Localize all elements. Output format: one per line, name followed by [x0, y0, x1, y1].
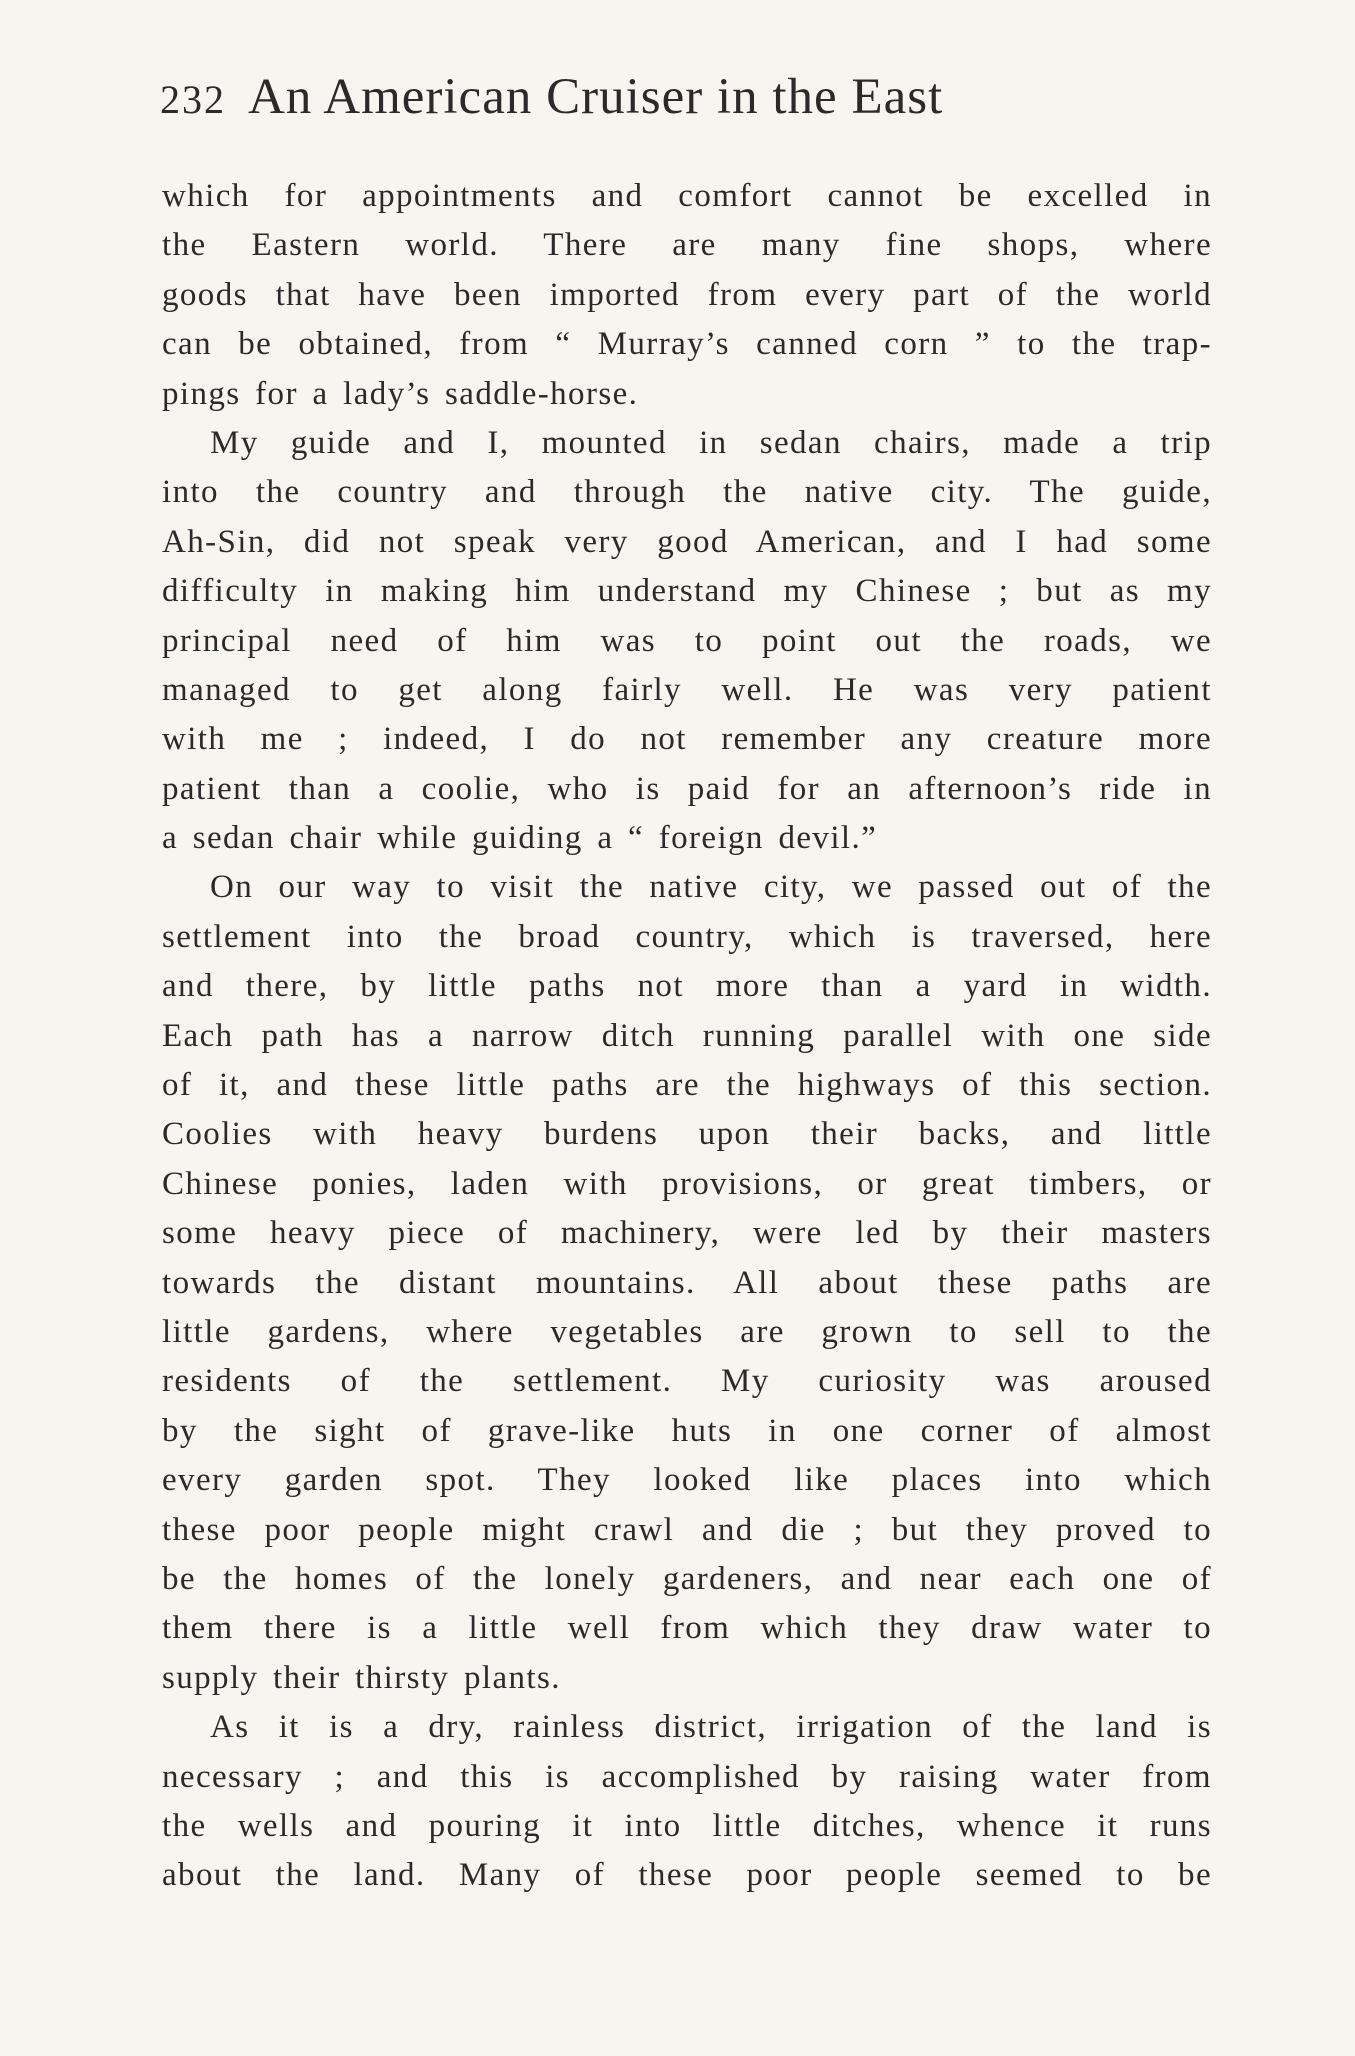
text-line: goods that have been imported from every part of the world: [162, 276, 1212, 313]
paragraph-first-line: On our way to visit the native city, we passed out of the: [210, 869, 1212, 906]
text-line: little gardens, where vegetables are grown to sell to the: [162, 1313, 1212, 1350]
text-line: the wells and pouring it into little ditches, whence it runs: [162, 1807, 1212, 1844]
text-line: which for appointments and comfort cannot be excelled in: [162, 178, 1212, 214]
text-line: every garden spot. They looked like places into which: [162, 1462, 1212, 1499]
text-line: be the homes of the lonely gardeners, and near each one of: [162, 1560, 1212, 1597]
text-line: principal need of him was to point out the roads, we: [162, 622, 1212, 659]
text-line: by the sight of grave-like huts in one corner of almost: [162, 1412, 1212, 1449]
page-number: 232: [160, 77, 226, 122]
text-line: about the land. Many of these poor people seemed to be: [162, 1857, 1212, 1894]
text-line: settlement into the broad country, which is traversed, here: [162, 918, 1212, 955]
text-line: Each path has a narrow ditch running parallel with one side: [162, 1017, 1212, 1054]
text-line: the Eastern world. There are many fine shops, where: [162, 227, 1212, 264]
text-line: managed to get along fairly well. He was very patient: [162, 671, 1212, 708]
text-line: can be obtained, from “ Murray’s canned corn ” to the trap-: [162, 326, 1212, 363]
text-line: difficulty in making him understand my Chinese ; but as my: [162, 573, 1212, 610]
body-text: [162, 172, 1212, 1901]
text-line: them there is a little well from which they draw water to: [162, 1610, 1212, 1647]
paragraph-first-line: As it is a dry, rainless district, irrigation of the land is: [210, 1709, 1212, 1746]
text-line: Coolies with heavy burdens upon their backs, and little: [162, 1116, 1212, 1153]
text-line: residents of the settlement. My curiosity was aroused: [162, 1363, 1212, 1400]
text-line: and there, by little paths not more than a yard in width.: [162, 968, 1212, 1005]
text-line: necessary ; and this is accomplished by raising water from: [162, 1758, 1212, 1795]
text-line: supply their thirsty plants.: [162, 1659, 561, 1696]
text-line: of it, and these little paths are the highways of this section.: [162, 1067, 1212, 1104]
text-line: Ah-Sin, did not speak very good American, and I had some: [162, 523, 1212, 560]
text-line: patient than a coolie, who is paid for an afternoon’s ride in: [162, 770, 1212, 807]
running-head: [160, 68, 1220, 148]
text-line: Chinese ponies, laden with provisions, or great timbers, or: [162, 1165, 1212, 1202]
running-title: An American Cruiser in the East: [248, 69, 944, 125]
text-line: into the country and through the native city. The guide,: [162, 474, 1212, 511]
text-line: these poor people might crawl and die ; but they proved to: [162, 1511, 1212, 1548]
text-line: pings for a lady’s saddle-horse.: [162, 375, 639, 412]
text-line: with me ; indeed, I do not remember any creature more: [162, 721, 1212, 758]
paragraph-first-line: My guide and I, mounted in sedan chairs, made a trip: [210, 424, 1212, 461]
text-line: a sedan chair while guiding a “ foreign devil.”: [162, 820, 878, 857]
text-line: some heavy piece of machinery, were led by their masters: [162, 1215, 1212, 1252]
text-line: towards the distant mountains. All about these paths are: [162, 1264, 1212, 1301]
